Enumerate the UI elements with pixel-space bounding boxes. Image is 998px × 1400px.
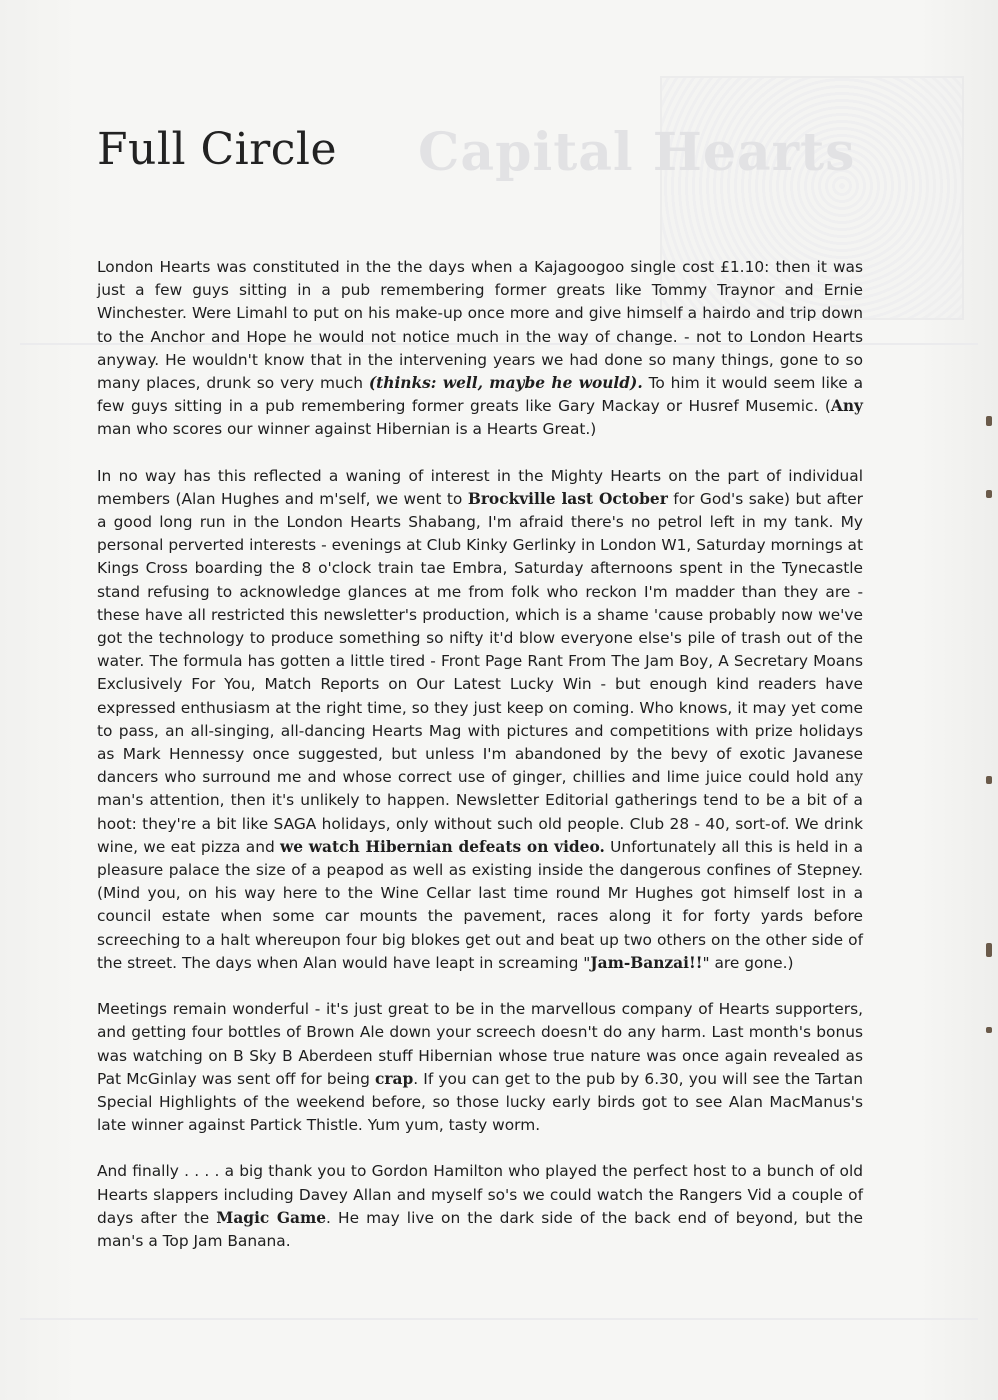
paragraph-text: man's attention, then it's unlikely to happen. Newsletter Editorial gatherings tend to be a bit of a hoot: they're a bit like SAGA holidays, only without such old people. Club 28 - 40, sort-of. We drink wine, we eat pizza and xyxy=(97,791,863,856)
emphasis-text: Any xyxy=(830,397,863,416)
article-title: Full Circle xyxy=(97,124,338,175)
paragraph-text: man who scores our winner against Hibernian is a Hearts Great.) xyxy=(97,420,597,439)
page-edge-mark xyxy=(986,776,992,784)
emphasis-text: Brockville last October xyxy=(467,489,668,508)
paragraph-text: for God's sake) but after a good long run in the London Hearts Shabang, I'm afraid there's no petrol left in my tank. My personal perverted interests - evenings at Club Kinky Gerlinky in London W1, Saturday mornings at Kings Cross boarding the 8 o'clock train tae Embra, Saturday afternoons spent in the Tynecastle stand refusing to acknowledge glances at me from folk who reckon I'm madder than they are - these have all restricted this newsletter's production, which is a shame 'cause probably now we've got the technology to produce something so nifty it'd blow everyone else's pile of trash out of the water. The formula has gotten a little tired - Front Page Rant From The Jam Boy, A Secretary Moans Exclusively For You, Match Reports on Our Latest Lucky Win - but enough kind readers have expressed enthusiasm at the right time, so they just keep on coming. Who knows, it may yet come to pass, an all-singing, all-dancing Hearts Mag with pictures and competitions with prize holidays as Mark Hennessy once suggested, but unless I'm abandoned by the bevy of exotic Javanese dancers who surround me and whose correct use of ginger, chillies and lime juice could hold xyxy=(97,489,863,787)
article-body xyxy=(97,256,863,1276)
emphasis-text: we watch Hibernian defeats on video. xyxy=(280,837,605,856)
paragraph-text: " are gone.) xyxy=(702,953,794,972)
article-paragraph xyxy=(97,256,863,442)
page-edge-mark xyxy=(986,490,992,498)
article-paragraph xyxy=(97,1160,863,1253)
bleed-through-title: Capital Hearts xyxy=(418,122,856,183)
emphasis-text: crap xyxy=(375,1069,414,1088)
paragraph-text: . If you can get to the pub by 6.30, you will see the Tartan Special Highlights of the weekend before, so those lucky early birds got to see Alan MacManus's late winner against Partick Thistle. Yum yum, tasty worm. xyxy=(97,1069,863,1135)
emphasis-text: any xyxy=(835,768,863,787)
emphasis-text: Jam-Banzai!! xyxy=(590,953,703,972)
paragraph-text: . He may live on the dark side of the back end of beyond, but the man's a Top Jam Banana. xyxy=(97,1208,864,1250)
emphasis-text: Magic Game xyxy=(216,1208,327,1227)
article-paragraph xyxy=(97,998,863,1137)
page-edge-mark xyxy=(986,1027,992,1033)
paragraph-text: And finally . . . . a big thank you to Gordon Hamilton who played the perfect host to a bunch of old Hearts slappers including Davey Allan and myself so's we could watch the Rangers Vid a couple of days after the xyxy=(97,1162,863,1227)
paragraph-text: In no way has this reflected a waning of interest in the Mighty Hearts on the part of individual members (Alan Hughes and m'self, we went to xyxy=(97,466,863,508)
paragraph-text: Meetings remain wonderful - it's just great to be in the marvellous company of Hearts supporters, and getting four bottles of Brown Ale down your screech doesn't do any harm. Last month's bonus was watching on B Sky B Aberdeen stuff Hibernian whose true nature was once again revealed as Pat McGinlay was sent off for being xyxy=(97,1000,863,1088)
paragraph-text: To him it would seem like a few guys sitting in a pub remembering former greats like Gary Mackay or Husref Musemic. ( xyxy=(97,374,863,416)
paragraph-text: Unfortunately all this is held in a pleasure palace the size of a peapod as well as existing inside the dangerous confines of Stepney. (Mind you, on his way here to the Wine Cellar last time round Mr Hughes got himself lost in a council estate when some car mounts the pavement, races along it for forty yards before screeching to a halt whereupon four big blokes get out and beat up two others on the other side of the street. The days when Alan would have leapt in screaming " xyxy=(97,837,863,972)
page-edge-mark xyxy=(986,943,992,957)
emphasis-text: (thinks: well, maybe he would). xyxy=(368,374,643,393)
article-paragraph xyxy=(97,465,863,975)
page-edge-mark xyxy=(986,416,992,426)
bleed-through-rule xyxy=(20,1318,978,1320)
paragraph-text: London Hearts was constituted in the the days when a Kajagoogoo single cost £1.10: then it was just a few guys sitting in a pub remembering former greats like Tommy Traynor and Ernie Winchester. Were Limahl to put on his make-up once more and give himself a hairdo and trip down to the Anchor and Hope he would not notice much in the way of change. - not to London Hearts anyway. He wouldn't know that in the intervening years we had done so many things, gone to so many places, drunk so very much xyxy=(97,258,863,393)
